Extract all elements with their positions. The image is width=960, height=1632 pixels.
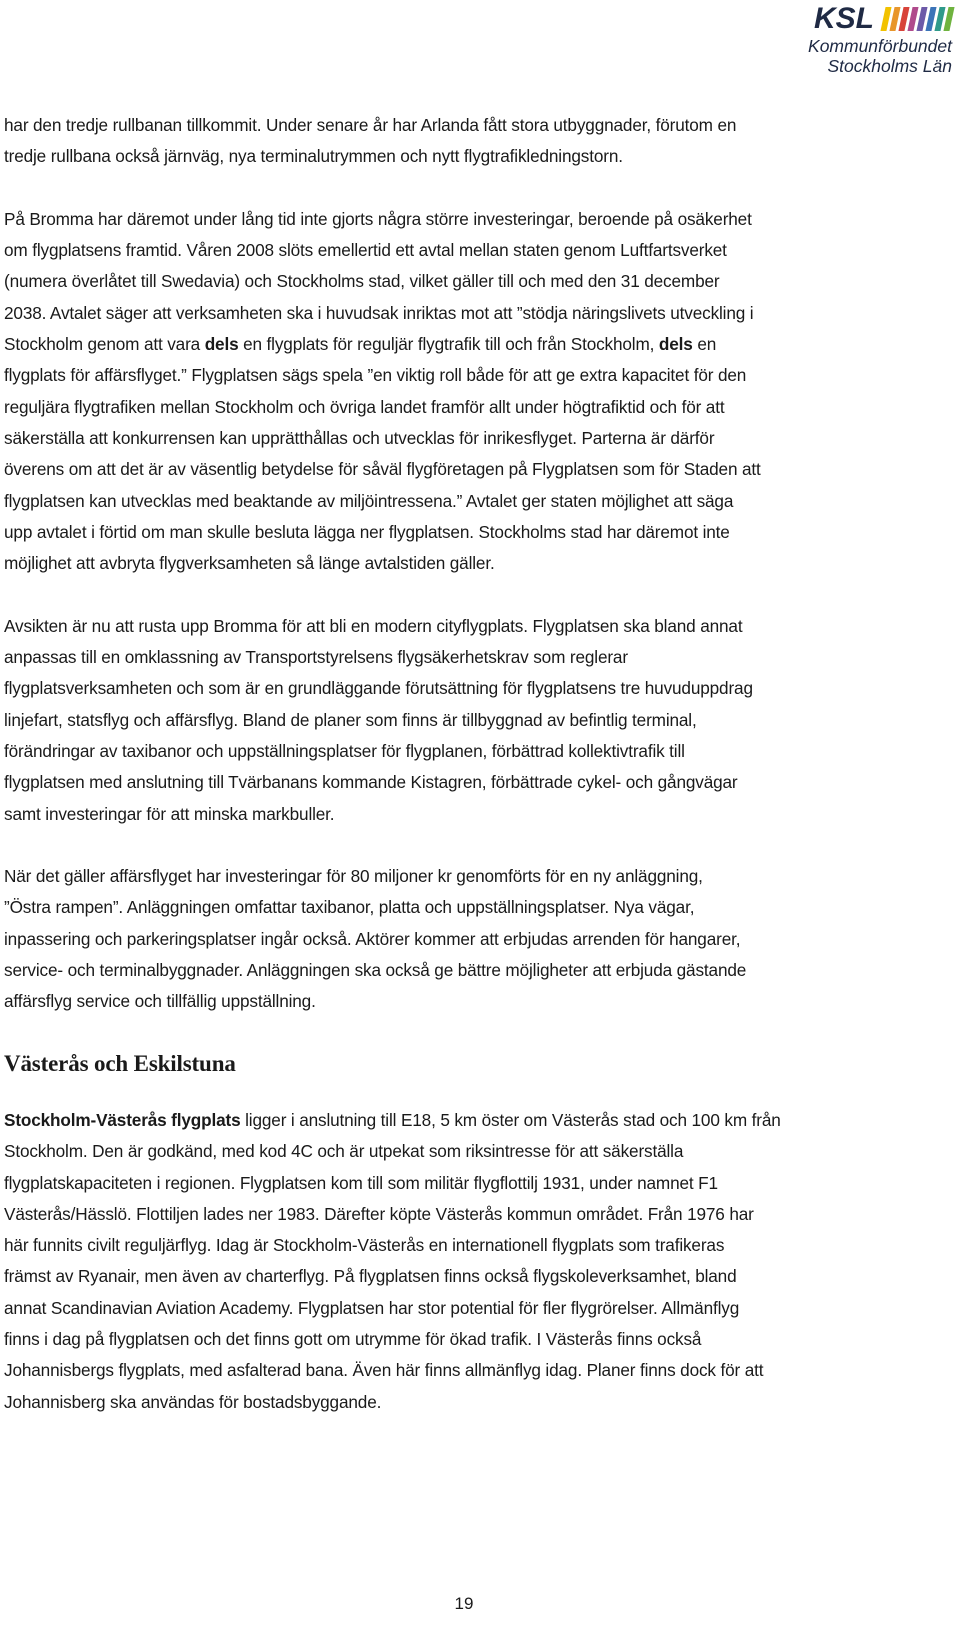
text-line	[4, 1105, 958, 1136]
logo-color-bars	[880, 6, 952, 32]
text-line: reguljära flygtrafiken mellan Stockholm och övriga landet framför allt under högtrafiktid och för att	[4, 396, 725, 417]
bold-text: Stockholm-Västerås flygplats	[4, 1109, 241, 1130]
text-line: linjefart, statsflyg och affärsflyg. Bland de planer som finns är tillbyggnad av befintlig terminal,	[4, 709, 697, 730]
text-line: överens om att det är av väsentlig betydelse för såväl flygföretagen på Flygplatsen som för Staden att	[4, 459, 761, 480]
text-line: Johannisberg ska användas för bostadsbyggande.	[4, 1391, 382, 1412]
text-line: ”Östra rampen”. Anläggningen omfattar taxibanor, platta och uppställningsplatser. Nya vägar,	[4, 897, 695, 918]
text-line: här funnits civilt reguljärflyg. Idag är Stockholm-Västerås en internationell flygplats som trafikeras	[4, 1235, 725, 1256]
text-line: flygplatsen kan utvecklas med beaktande av miljöintressena.” Avtalet ger staten möjlighet att säga	[4, 490, 734, 511]
logo-line-1: Kommunförbundet	[808, 36, 952, 56]
text-segment: en flygplats för reguljär flygtrafik till och från Stockholm,	[238, 334, 659, 355]
document-body	[4, 110, 958, 1449]
text-line: har den tredje rullbanan tillkommit. Under senare år har Arlanda fått stora utbyggnader, förutom en	[4, 115, 737, 135]
text-line: om flygplatsens framtid. Våren 2008 slöts emellertid ett avtal mellan staten genom Luftfartsverket	[4, 240, 727, 261]
text-line: flygplatsverksamheten och som är en grundläggande förutsättning för flygplatsens tre huvuduppdrag	[4, 678, 753, 699]
text-line: Västerås/Hässlö. Flottiljen lades ner 1983. Därefter köpte Västerås kommun området. Från 1976 har	[4, 1203, 754, 1224]
text-segment: Stockholm genom att vara	[4, 334, 205, 355]
text-line: (numera överlåtet till Swedavia) och Stockholms stad, vilket gäller till och med den 31 december	[4, 271, 720, 292]
text-line: flygplatsen med anslutning till Tvärbanans kommande Kistagren, förbättrade cykel- och gångvägar	[4, 772, 738, 793]
text-line: möjlighet att avbryta flygverksamheten så länge avtalstiden gäller.	[4, 553, 495, 574]
text-line: affärsflyg service och tillfällig uppställning.	[4, 991, 316, 1012]
text-line: annat Scandinavian Aviation Academy. Flygplatsen har stor potential för fler flygrörelser. Allmänflyg	[4, 1297, 740, 1318]
ksl-logo	[752, 2, 952, 88]
logo-line-2: Stockholms Län	[827, 56, 952, 76]
logo-top-row	[752, 2, 952, 36]
bold-text: dels	[204, 334, 239, 355]
bold-text: dels	[658, 334, 693, 355]
text-line: flygplats för affärsflyget.” Flygplatsen sägs spela ”en viktig roll både för att ge extra kapacitet för den	[4, 365, 747, 386]
text-line: När det gäller affärsflyget har investeringar för 80 miljoner kr genomförts för en ny anläggning,	[4, 866, 703, 887]
paragraph-3	[4, 611, 958, 830]
paragraph-1	[4, 110, 958, 173]
paragraph-4	[4, 861, 958, 1017]
text-line: samt investeringar för att minska markbuller.	[4, 803, 335, 824]
text-line: På Bromma har däremot under lång tid inte gjorts några större investeringar, beroende på osäkerhet	[4, 208, 752, 229]
paragraph-2	[4, 204, 958, 580]
page-number: 19	[454, 1594, 474, 1613]
text-line: upp avtalet i förtid om man skulle besluta lägga ner flygplatsen. Stockholms stad har däremot inte	[4, 521, 730, 542]
paragraph-5	[4, 1105, 958, 1418]
text-line: Stockholm. Den är godkänd, med kod 4C och är utpekat som riksintresse för att säkerställa	[4, 1141, 684, 1162]
text-line: Johannisbergs flygplats, med asfalterad bana. Även här finns allmänflyg idag. Planer finns dock för att	[4, 1360, 764, 1381]
text-line: 2038. Avtalet säger att verksamheten ska i huvudsak inriktas mot att ”stödja näringslivets utveckling i	[4, 302, 754, 323]
text-line	[4, 329, 958, 360]
text-line: anpassas till en omklassning av Transportstyrelsens flygsäkerhetskrav som reglerar	[4, 647, 628, 668]
text-line: säkerställa att konkurrensen kan upprätthållas och utvecklas för inrikesflyget. Parterna är därför	[4, 427, 715, 448]
text-line: finns i dag på flygplatsen och det finns gott om utrymme för ökad trafik. I Västerås finns också	[4, 1328, 702, 1349]
text-segment: en	[692, 334, 717, 355]
text-line: inpassering och parkeringsplatser ingår också. Aktörer kommer att erbjudas arrenden för hangarer,	[4, 928, 741, 949]
text-line: service- och terminalbyggnader. Anläggningen ska också ge bättre möjligheter att erbjuda gästande	[4, 960, 747, 981]
text-line: flygplatskapaciteten i regionen. Flygplatsen kom till som militär flygflottilj 1931, under namnet F1	[4, 1172, 718, 1193]
logo-bar-8	[943, 7, 954, 31]
text-line: tredje rullbana också järnväg, nya terminalutrymmen och nytt flygtrafikledningstorn.	[4, 146, 623, 167]
text-segment: ligger i anslutning till E18, 5 km öster om Västerås stad och 100 km från	[240, 1109, 781, 1130]
text-line: förändringar av taxibanor och uppställningsplatser för flygplanen, förbättrad kollektivtrafik till	[4, 740, 685, 761]
section-heading: Västerås och Eskilstuna	[4, 1050, 236, 1076]
text-line: Avsikten är nu att rusta upp Bromma för att bli en modern cityflygplats. Flygplatsen ska bland annat	[4, 615, 743, 636]
text-line: främst av Ryanair, men även av charterflyg. På flygplatsen finns också flygskoleverksamhet, bland	[4, 1266, 737, 1287]
logo-ksl-text: KSL	[814, 2, 874, 35]
